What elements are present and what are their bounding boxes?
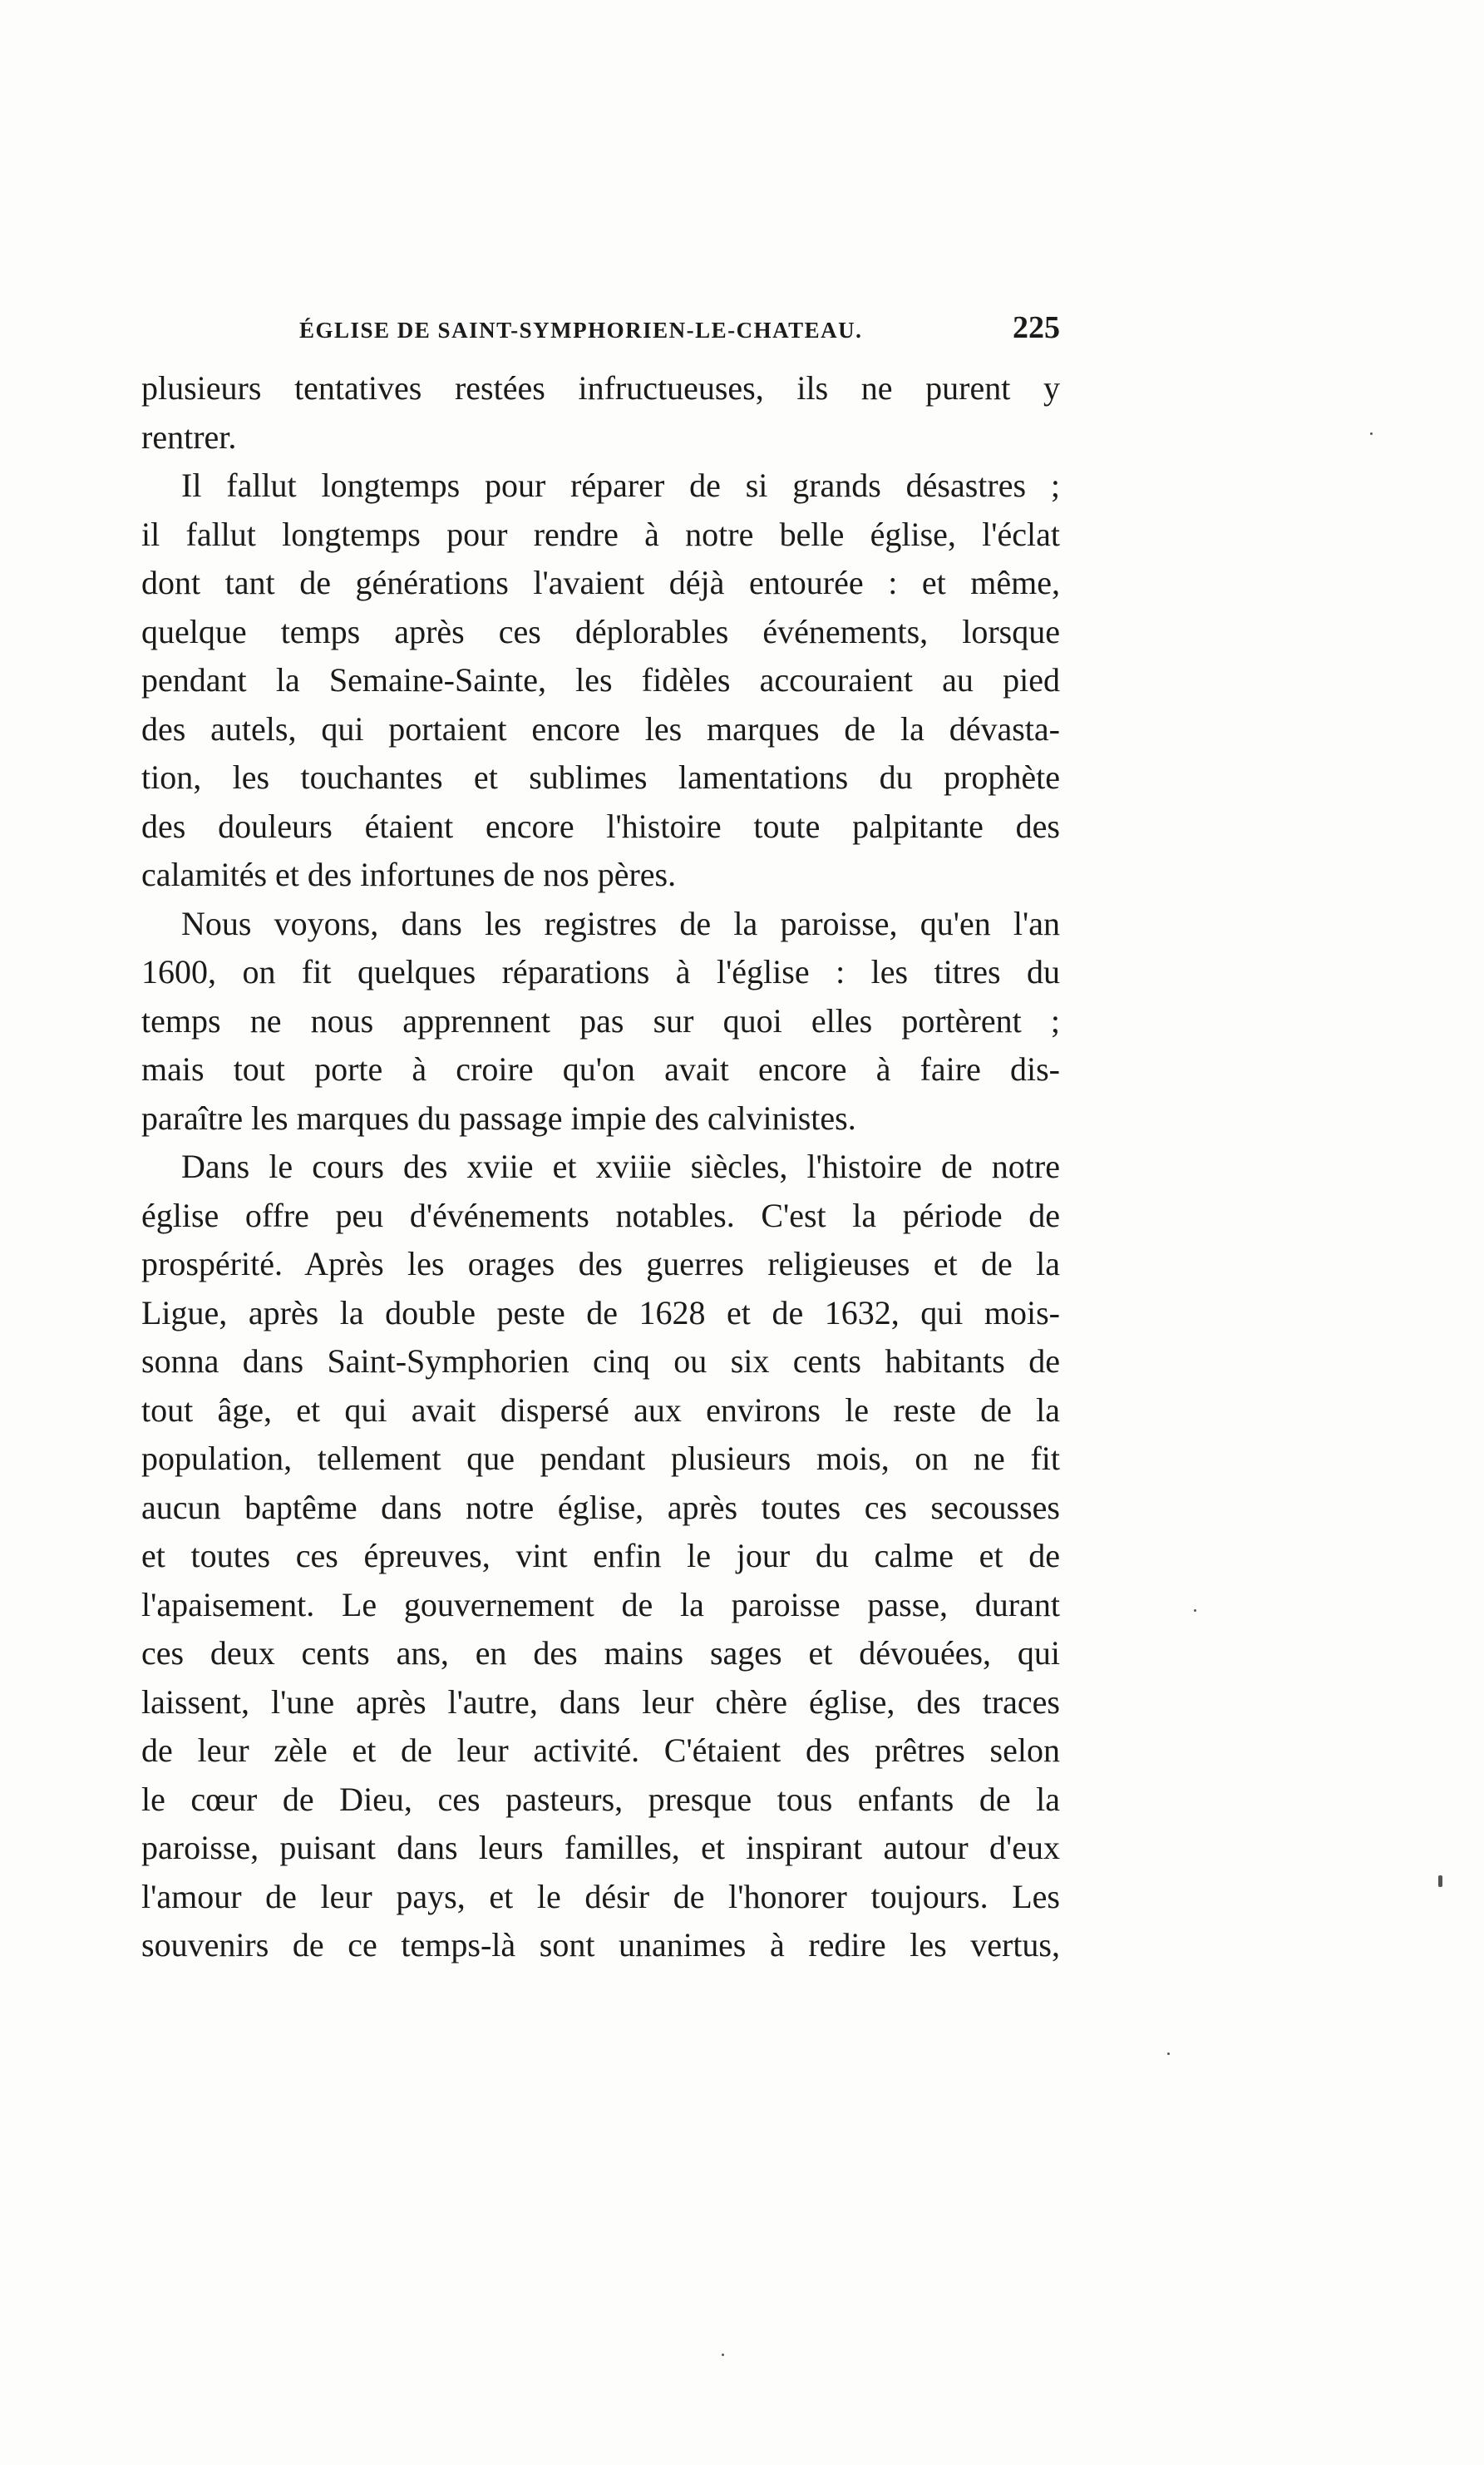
paper-speck: [1370, 432, 1373, 435]
text-line: tout âge, et qui avait dispersé aux environs le reste de la: [141, 1391, 1060, 1429]
running-head: [141, 309, 1060, 351]
text-line: pendant la Semaine-Sainte, les fidèles accouraient au pied: [141, 661, 1060, 699]
text-line: l'apaisement. Le gouvernement de la paroisse passe, durant: [141, 1585, 1060, 1623]
text-line: Nous voyons, dans les registres de la paroisse, qu'en l'an: [181, 904, 1060, 942]
page-number: 225: [1013, 310, 1060, 345]
text-line: quelque temps après ces déplorables événements, lorsque: [141, 612, 1060, 650]
text-line: tion, les touchantes et sublimes lamentations du prophète: [141, 758, 1060, 796]
text-line: église offre peu d'événements notables. C'est la période de: [141, 1196, 1060, 1234]
text-line: Il fallut longtemps pour réparer de si grands désastres ;: [181, 467, 1060, 504]
paper-speck: [1194, 1609, 1196, 1612]
text-line: population, tellement que pendant plusieurs mois, on ne fit: [141, 1440, 1060, 1477]
body-text: [141, 364, 1060, 1970]
text-line: paraître les marques du passage impie des calvinistes.: [141, 1099, 856, 1137]
paper-speck: [722, 2354, 724, 2356]
text-line: et toutes ces épreuves, vint enfin le jour du calme et de: [141, 1537, 1060, 1574]
text-line: le cœur de Dieu, ces pasteurs, presque tous enfants de la: [141, 1780, 1060, 1818]
text-line: Dans le cours des xviie et xviiie siècles, l'histoire de notre: [181, 1148, 1060, 1185]
running-title: ÉGLISE DE SAINT-SYMPHORIEN-LE-CHATEAU.: [299, 318, 863, 343]
text-line: Ligue, après la double peste de 1628 et de 1632, qui mois-: [141, 1293, 1060, 1331]
text-line: 1600, on fit quelques réparations à l'église : les titres du: [141, 953, 1060, 990]
text-line: plusieurs tentatives restées infructueuses, ils ne purent y: [141, 369, 1060, 407]
text-line: il fallut longtemps pour rendre à notre belle église, l'éclat: [141, 515, 1060, 553]
text-line: paroisse, puisant dans leurs familles, et inspirant autour d'eux: [141, 1829, 1060, 1866]
text-line: l'amour de leur pays, et le désir de l'honorer toujours. Les: [141, 1877, 1060, 1915]
text-line: mais tout porte à croire qu'on avait encore à faire dis-: [141, 1050, 1060, 1088]
text-line: de leur zèle et de leur activité. C'étaient des prêtres selon: [141, 1731, 1060, 1769]
text-line: aucun baptême dans notre église, après toutes ces secousses: [141, 1488, 1060, 1526]
text-line: des douleurs étaient encore l'histoire toute palpitante des: [141, 807, 1060, 845]
paper-speck: [1438, 1875, 1442, 1887]
text-line: ces deux cents ans, en des mains sages et dévouées, qui: [141, 1634, 1060, 1672]
text-line: souvenirs de ce temps-là sont unanimes à redire les vertus,: [141, 1926, 1060, 1964]
text-line: laissent, l'une après l'autre, dans leur chère église, des traces: [141, 1682, 1060, 1721]
text-line: prospérité. Après les orages des guerres religieuses et de la: [141, 1245, 1060, 1282]
paper-speck: [1167, 2053, 1170, 2055]
text-line: sonna dans Saint-Symphorien cinq ou six cents habitants de: [141, 1342, 1060, 1380]
text-line: calamités et des infortunes de nos pères.: [141, 856, 677, 893]
text-line: rentrer.: [141, 417, 237, 456]
text-line: temps ne nous apprennent pas sur quoi elles portèrent ;: [141, 1001, 1060, 1040]
text-line: dont tant de générations l'avaient déjà entourée : et même,: [141, 564, 1060, 601]
text-line: des autels, qui portaient encore les marques de la dévasta-: [141, 709, 1060, 748]
